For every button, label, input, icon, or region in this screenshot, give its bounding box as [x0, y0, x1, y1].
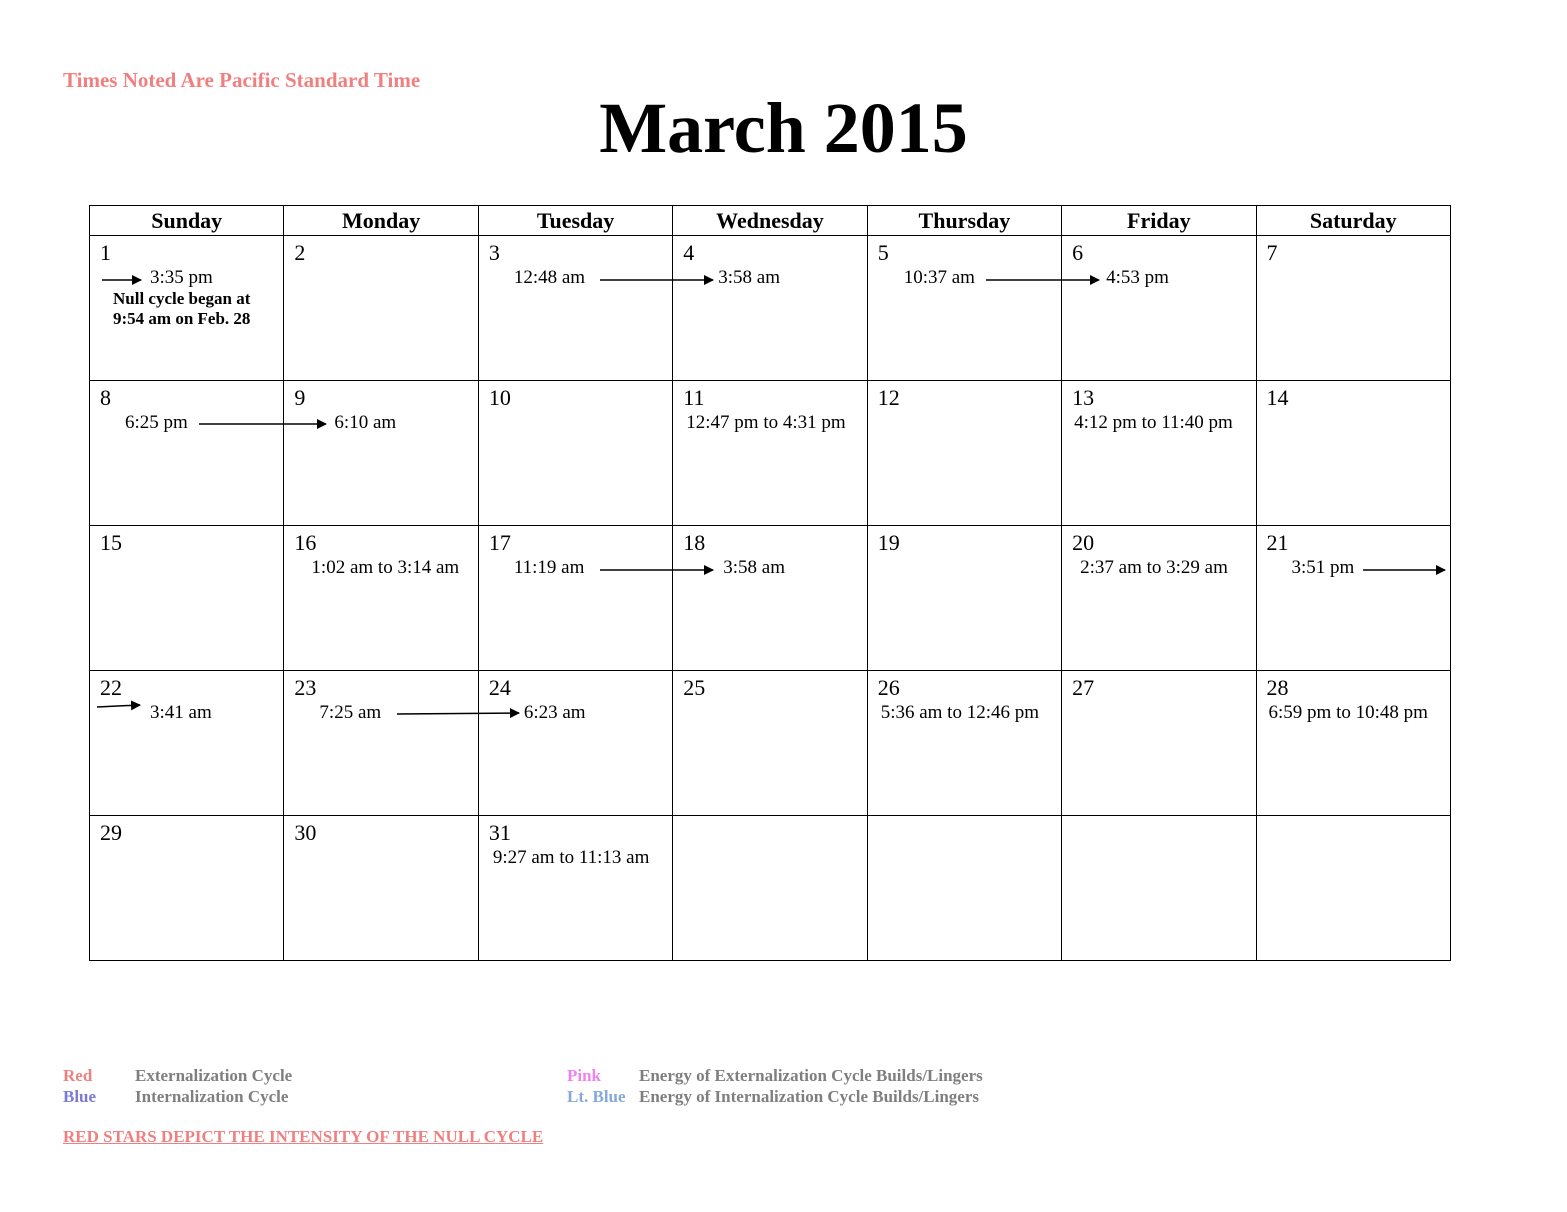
event-time: 3:35 pm [150, 267, 213, 288]
day-cell [1256, 671, 1450, 816]
day-cell [284, 526, 478, 671]
day-cell [867, 671, 1061, 816]
day-number: 30 [294, 820, 317, 845]
day-cell [1256, 816, 1450, 961]
weekday-header: Wednesday [673, 206, 867, 236]
legend-key-pink: Pink [567, 1066, 602, 1085]
day-number: 14 [1266, 385, 1289, 410]
event-time: 1:02 am to 3:14 am [311, 557, 460, 578]
day-cell [478, 381, 672, 526]
event-time: 3:51 pm [1291, 557, 1355, 578]
day-cell [1062, 381, 1256, 526]
day-cell [284, 816, 478, 961]
event-time: 6:10 am [334, 412, 397, 433]
day-number: 1 [100, 240, 111, 265]
day-cell [867, 381, 1061, 526]
day-number: 15 [100, 530, 122, 555]
red-stars-note: RED STARS DEPICT THE INTENSITY OF THE NULL CYCLE [63, 1127, 544, 1146]
day-number: 22 [100, 675, 122, 700]
day-number: 24 [488, 675, 511, 700]
day-cell [90, 671, 284, 816]
day-cell [1062, 526, 1256, 671]
legend-desc-externalization: Externalization Cycle [135, 1066, 293, 1085]
day-number: 27 [1072, 675, 1095, 700]
day-cell [90, 236, 284, 381]
legend-key-blue: Blue [63, 1087, 97, 1106]
day-cell [673, 236, 867, 381]
day-number: 20 [1072, 530, 1095, 555]
day-number: 3 [488, 240, 500, 265]
week-row [90, 671, 1451, 816]
day-cell [90, 526, 284, 671]
day-cell [478, 526, 672, 671]
event-time: 12:48 am [513, 267, 586, 288]
day-number: 4 [683, 240, 695, 265]
event-time: 11:19 am [513, 557, 585, 578]
day-number: 6 [1072, 240, 1084, 265]
day-cell [284, 381, 478, 526]
day-cell [284, 671, 478, 816]
day-cell [1256, 526, 1450, 671]
day-number: 12 [877, 385, 900, 410]
day-cell [1256, 381, 1450, 526]
day-cell [90, 381, 284, 526]
day-cell [673, 381, 867, 526]
day-number: 11 [683, 385, 705, 410]
week-row [90, 816, 1451, 961]
day-cell [478, 816, 672, 961]
event-time: 4:12 pm to 11:40 pm [1074, 412, 1233, 433]
timezone-note: Times Noted Are Pacific Standard Time [63, 68, 421, 92]
day-number: 29 [100, 820, 122, 845]
event-time: 10:37 am [903, 267, 975, 288]
day-cell [1062, 816, 1256, 961]
day-number: 31 [488, 820, 511, 845]
day-number: 13 [1072, 385, 1095, 410]
day-number: 2 [294, 240, 306, 265]
day-number: 26 [877, 675, 900, 700]
event-time: 5:36 am to 12:46 pm [880, 702, 1040, 723]
event-time: 9:27 am to 11:13 am [492, 847, 650, 868]
day-number: 9 [294, 385, 306, 410]
week-row [90, 236, 1451, 381]
day-number: 18 [683, 530, 706, 555]
day-number: 19 [877, 530, 900, 555]
day-cell [673, 816, 867, 961]
day-number: 8 [100, 385, 111, 410]
day-number: 23 [294, 675, 317, 700]
event-time: 3:58 am [718, 267, 781, 288]
legend-desc-internalization: Internalization Cycle [135, 1087, 289, 1106]
day-number: 25 [683, 675, 706, 700]
weekday-header: Monday [284, 206, 478, 236]
day-cell [867, 526, 1061, 671]
event-time: 6:25 pm [125, 412, 188, 433]
event-time: 3:58 am [723, 557, 786, 578]
week-row [90, 381, 1451, 526]
day-number: 21 [1266, 530, 1289, 555]
calendar-grid [89, 205, 1451, 961]
weekday-header: Thursday [867, 206, 1061, 236]
event-time: 3:41 am [150, 702, 212, 723]
day-number: 10 [488, 385, 511, 410]
day-cell [1062, 671, 1256, 816]
day-cell [478, 236, 672, 381]
day-cell [867, 816, 1061, 961]
event-time: 4:53 pm [1106, 267, 1169, 288]
day-cell [1256, 236, 1450, 381]
page-title: March 2015 [599, 88, 968, 168]
weekday-header: Tuesday [478, 206, 672, 236]
day-number: 17 [488, 530, 511, 555]
day-cell [867, 236, 1061, 381]
weekday-header-row [90, 206, 1451, 236]
day-number: 16 [294, 530, 317, 555]
day-cell [90, 816, 284, 961]
event-time: 2:37 am to 3:29 am [1080, 557, 1228, 578]
week-row [90, 526, 1451, 671]
day-number: 5 [877, 240, 889, 265]
event-time: 12:47 pm to 4:31 pm [686, 412, 846, 433]
weekday-header: Sunday [90, 206, 284, 236]
null-cycle-note: Null cycle began at 9:54 am on Feb. 28 [113, 289, 251, 328]
day-number: 28 [1266, 675, 1289, 700]
event-time: 6:59 pm to 10:48 pm [1268, 702, 1428, 723]
legend-key-ltblue: Lt. Blue [567, 1087, 626, 1106]
event-time: 7:25 am [319, 702, 382, 723]
weekday-header: Saturday [1256, 206, 1450, 236]
day-cell [478, 671, 672, 816]
day-cell [1062, 236, 1256, 381]
legend-desc-externalization-energy: Energy of Externalization Cycle Builds/Lingers [639, 1066, 983, 1085]
day-number: 7 [1266, 240, 1278, 265]
day-cell [284, 236, 478, 381]
legend-desc-internalization-energy: Energy of Internalization Cycle Builds/Lingers [639, 1087, 979, 1106]
legend-key-red: Red [63, 1066, 93, 1085]
day-cell [673, 526, 867, 671]
weekday-header: Friday [1062, 206, 1256, 236]
event-time: 6:23 am [523, 702, 586, 723]
day-cell [673, 671, 867, 816]
